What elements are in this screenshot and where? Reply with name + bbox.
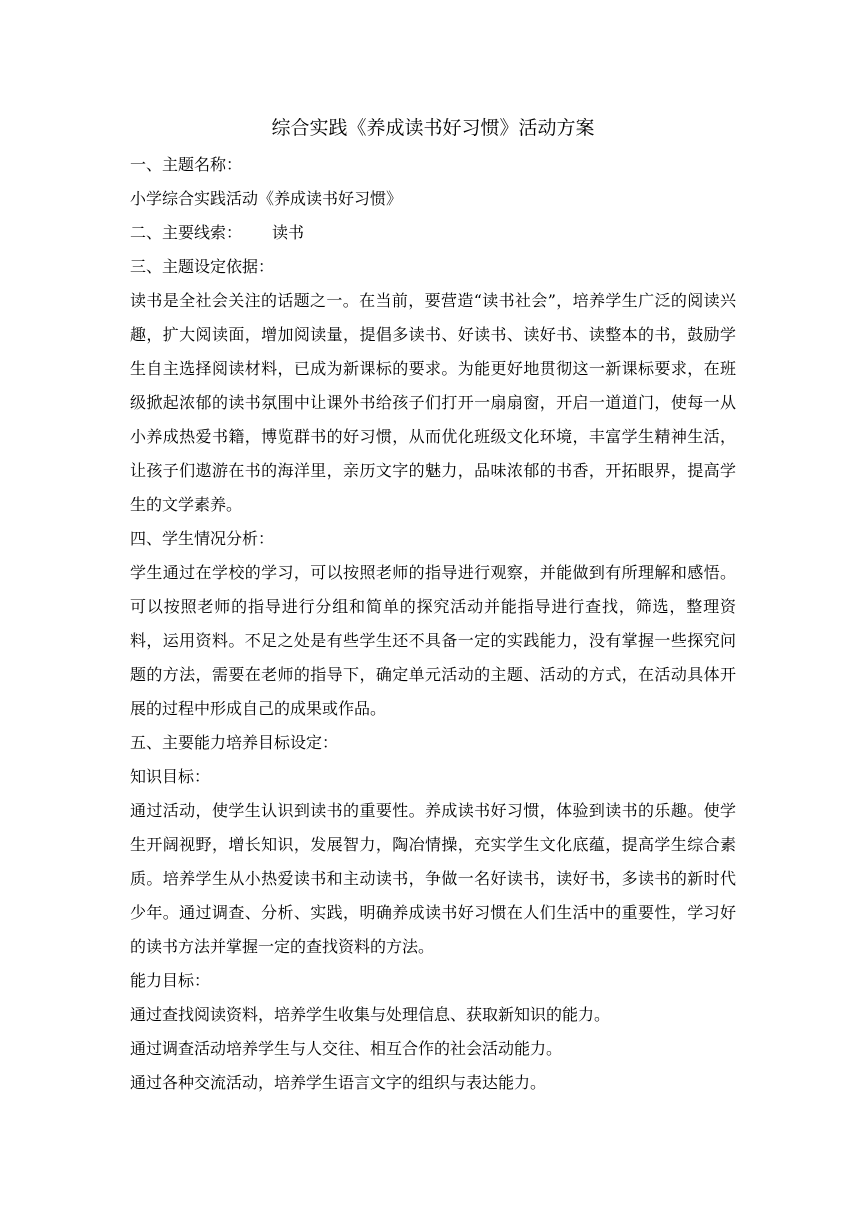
topic-name-text: 小学综合实践活动《养成读书好习惯》 xyxy=(130,189,403,208)
ability-goal-item: 通过查找阅读资料，培养学生收集与处理信息、获取新知识的能力。 xyxy=(130,1005,611,1024)
section-heading-basis: 三、主题设定依据： xyxy=(130,257,275,276)
student-analysis-paragraph: 学生通过在学校的学习，可以按照老师的指导进行观察，并能做到有所理解和感悟。可以按照老师的指导进行分组和简单的探究活动并能指导进行查找，筛选，整理资料，运用资料。不足之处是有些学生还不具备一定的实践能力，没有掌握一些探究问题的方法，需要在老师的指导下，确定单元活动的主题、活动的方式，在活动具体开展的过程中形成自己的成果或作品。 xyxy=(130,563,736,718)
main-clue-value: 读书 xyxy=(272,223,305,242)
section-heading-topic-name: 一、主题名称： xyxy=(130,155,243,174)
section-heading-ability-goals: 五、主要能力培养目标设定： xyxy=(130,733,339,752)
knowledge-goal-heading: 知识目标： xyxy=(130,767,211,786)
knowledge-goal-paragraph: 通过活动，使学生认识到读书的重要性。养成读书好习惯，体验到读书的乐趣。使学生开阔视野，增长知识，发展智力，陶冶情操，充实学生文化底蕴，提高学生综合素质。培养学生从小热爱读书和主动读书，争做一名好读书，读好书，多读书的新时代少年。通过调查、分析、实践，明确养成读书好习惯在人们生活中的重要性，学习好的读书方法并掌握一定的查找资料的方法。 xyxy=(130,801,736,956)
document-title: 综合实践《养成读书好习惯》活动方案 xyxy=(271,117,595,139)
section-heading-main-clue xyxy=(130,216,736,250)
ability-goal-item: 通过各种交流活动，培养学生语言文字的组织与表达能力。 xyxy=(130,1073,547,1092)
basis-paragraph: 读书是全社会关注的话题之一。在当前，要营造“读书社会”，培养学生广泛的阅读兴趣，扩大阅读面，增加阅读量，提倡多读书、好读书、读好书、读整本的书，鼓励学生自主选择阅读材料，已成为新课标的要求。为能更好地贯彻这一新课标要求，在班级掀起浓郁的读书氛围中让课外书给孩子们打开一扇扇窗，开启一道道门，使每一从小养成热爱书籍，博览群书的好习惯，从而优化班级文化环境，丰富学生精神生活，让孩子们遨游在书的海洋里，亲历文字的魅力，品味浓郁的书香，开拓眼界，提高学生的文学素养。 xyxy=(130,291,736,514)
main-clue-label: 二、主要线索： xyxy=(130,223,243,242)
ability-goal-heading: 能力目标： xyxy=(130,971,211,990)
ability-goal-item: 通过调查活动培养学生与人交往、相互合作的社会活动能力。 xyxy=(130,1039,563,1058)
section-heading-student-analysis: 四、学生情况分析： xyxy=(130,529,275,548)
document-page xyxy=(130,108,736,1100)
